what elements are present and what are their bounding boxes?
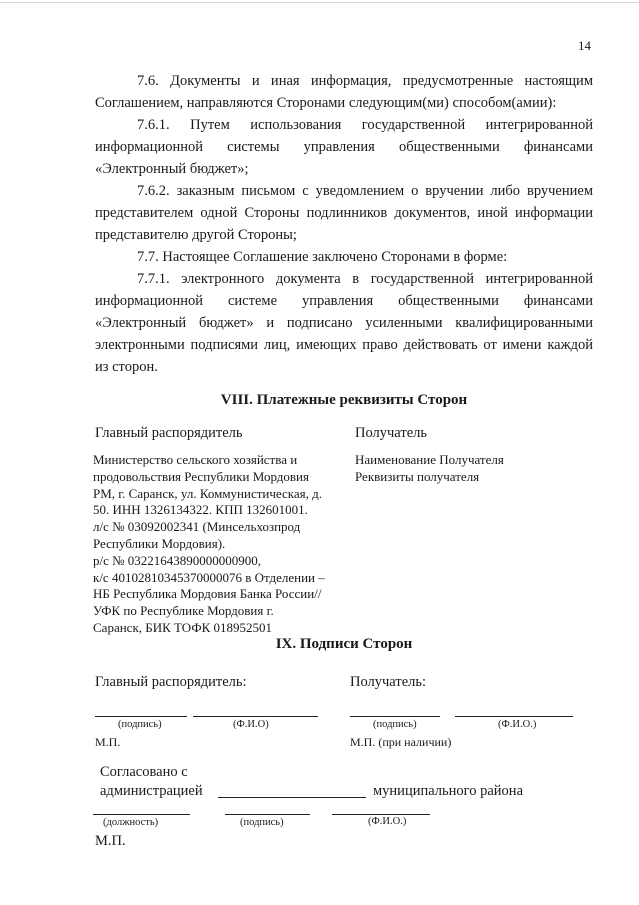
paragraph-7-6-line-1: 7.6. Документы и иная информация, предусмотренные настоящим xyxy=(137,73,593,89)
paragraph-7-7-1-line-4: электронными подписями лиц, имеющих право действовать от имени каждой xyxy=(95,337,593,353)
payer-fio-line xyxy=(193,716,318,717)
recipient-fio-caption: (Ф.И.О.) xyxy=(498,719,537,730)
approval-signature-caption: (подпись) xyxy=(240,817,284,828)
paragraph-7-6-2-line-2: представителем одной Стороны подлинников документов, иной информации xyxy=(95,205,593,221)
district-label: муниципального района xyxy=(373,783,523,799)
recipient-header: Получатель xyxy=(355,425,427,441)
page-number: 14 xyxy=(578,38,591,53)
payer-signature-line xyxy=(95,716,187,717)
paragraph-7-6-1-line-2: информационной системы управления общественными финансами xyxy=(95,139,593,155)
paragraph-7-7-1-line-2: информационной системе управления общественными финансами xyxy=(95,293,593,309)
paragraph-7-6-1-line-3: «Электронный бюджет»; xyxy=(95,161,249,177)
approval-position-line xyxy=(93,814,190,815)
paragraph-7-6-1-line-1: 7.6.1. Путем использования государственной интегрированной xyxy=(137,117,593,133)
administration-name-line xyxy=(218,797,366,798)
approval-signature-line xyxy=(225,814,310,815)
recipient-bank-details: Наименование Получателя Реквизиты получателя xyxy=(355,452,504,484)
scan-top-edge xyxy=(0,2,639,3)
recipient-fio-line xyxy=(455,716,573,717)
paragraph-7-6-line-2: Соглашением, направляются Сторонами следующим(ми) способом(амии): xyxy=(95,95,557,111)
paragraph-7-7-1-line-1: 7.7.1. электронного документа в государственной интегрированной xyxy=(137,271,593,287)
paragraph-7-6-2-line-3: представителю другой Стороны; xyxy=(95,227,297,243)
section-8-title: VIII. Платежные реквизиты Сторон xyxy=(220,392,468,408)
recipient-signature-line xyxy=(350,716,440,717)
payer-bank-details: Министерство сельского хозяйства и продовольствия Республики Мордовия РМ, г. Саранск, ул. Коммунистическая, д. 50. ИНН 1326134322. КПП 132601001. л/с № 03092002341 (Минсельхозпрод Республики Мордовия). р/с № 03221643890000000900, к/с 40102810345370000076 в Отделении – НБ Республика Мордовия Банка России// УФК по Республике Мордовия г. Саранск, БИК ТОФК 018952501 xyxy=(93,452,325,635)
paragraph-7-7-1-line-5: из сторон. xyxy=(95,359,158,375)
paragraph-7-6-2-line-1: 7.6.2. заказным письмом с уведомлением о вручении либо вручением xyxy=(137,183,593,199)
approval-seal-placeholder: М.П. xyxy=(95,833,126,849)
recipient-seal-placeholder: М.П. (при наличии) xyxy=(350,735,452,749)
paragraph-7-7: 7.7. Настоящее Соглашение заключено Сторонами в форме: xyxy=(137,249,508,265)
recipient-signature-caption: (подпись) xyxy=(373,719,417,730)
approval-line-2: администрацией xyxy=(100,783,203,799)
signatory-payer-label: Главный распорядитель: xyxy=(95,674,247,690)
signatory-recipient-label: Получатель: xyxy=(350,674,427,690)
payer-fio-caption: (Ф.И.О) xyxy=(233,719,269,730)
payer-header: Главный распорядитель xyxy=(95,425,243,441)
approval-fio-line xyxy=(332,814,430,815)
approval-position-caption: (должность) xyxy=(103,817,159,828)
payer-signature-caption: (подпись) xyxy=(118,719,162,730)
approval-line-1: Согласовано с xyxy=(100,764,188,780)
section-9-title: IX. Подписи Сторон xyxy=(275,636,413,652)
payer-seal-placeholder: М.П. xyxy=(95,735,121,749)
paragraph-7-7-1-line-3: «Электронный бюджет» и подписано усиленными квалифицированными xyxy=(95,315,593,331)
approval-fio-caption: (Ф.И.О.) xyxy=(368,816,407,827)
